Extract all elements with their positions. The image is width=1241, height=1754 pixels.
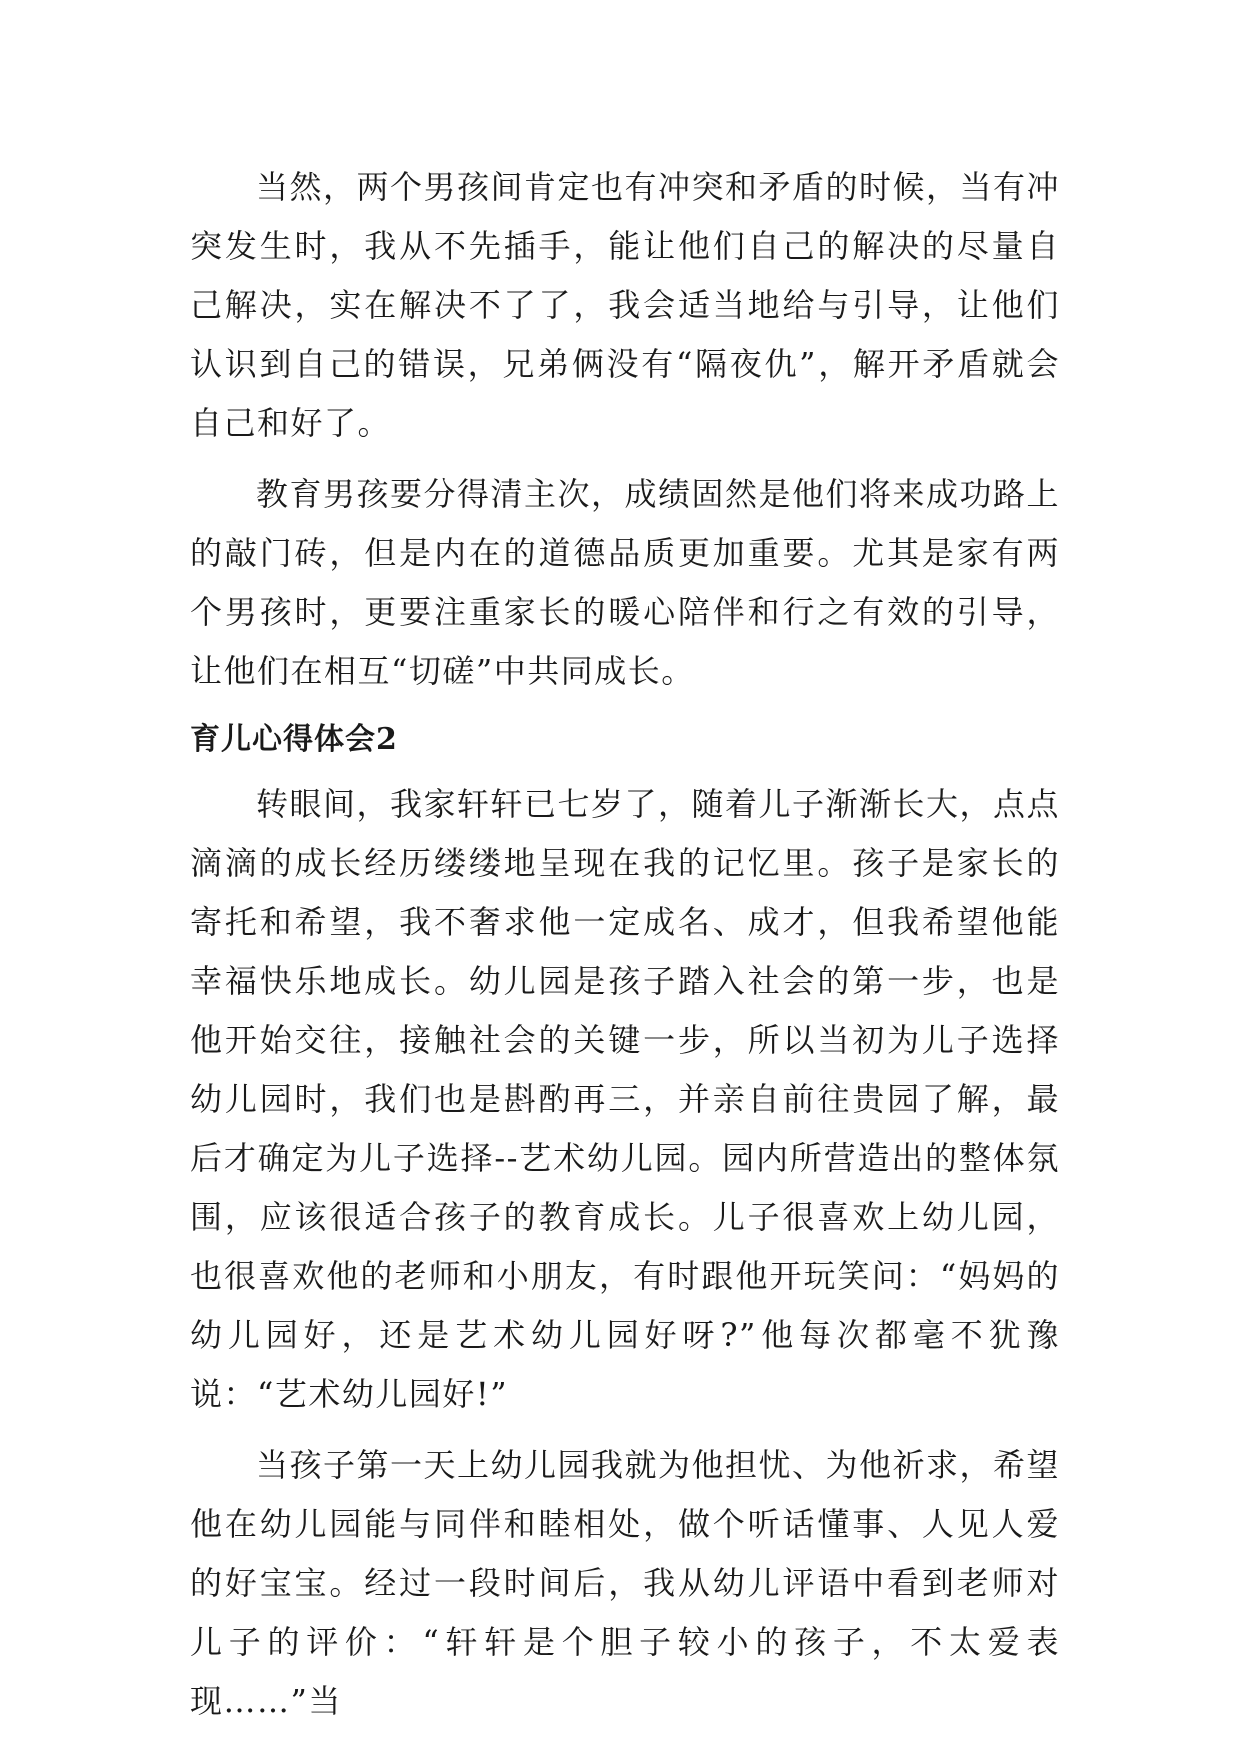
- paragraph-kindergarten: 转眼间，我家轩轩已七岁了，随着儿子渐渐长大，点点滴滴的成长经历缕缕地呈现在我的记忆里。孩子是家长的寄托和希望，我不奢求他一定成名、成才，但我希望他能幸福快乐地成长。幼儿园是孩子踏入社会的第一步，也是他开始交往，接触社会的关键一步，所以当初为儿子选择幼儿园时，我们也是斟酌再三，并亲自前往贵园了解，最后才确定为儿子选择--艺术幼儿园。园内所营造出的整体氛围，应该很适合孩子的教育成长。儿子很喜欢上幼儿园，也很喜欢他的老师和小朋友，有时跟他开玩笑问：“妈妈的幼儿园好，还是艺术幼儿园好呀?”他每次都毫不犹豫说：“艺术幼儿园好!”: [190, 785, 1061, 1413]
- section-heading: 育儿心得体会2: [190, 722, 398, 757]
- paragraph-priorities: 教育男孩要分得清主次，成绩固然是他们将来成功路上的敲门砖，但是内在的道德品质更加重要。尤其是家有两个男孩时，更要注重家长的暖心陪伴和行之有效的引导，让他们在相互“切磋”中共同成长。: [190, 475, 1061, 690]
- paragraph-first-day: 当孩子第一天上幼儿园我就为他担忧、为他祈求，希望他在幼儿园能与同伴和睦相处，做个听话懂事、人见人爱的好宝宝。经过一段时间后，我从幼儿评语中看到老师对儿子的评价：“轩轩是个胆子较小的孩子，不太爱表现……”当: [190, 1446, 1061, 1720]
- document-page: [190, 158, 1060, 1743]
- paragraph-conflict: 当然，两个男孩间肯定也有冲突和矛盾的时候，当有冲突发生时，我从不先插手，能让他们自己的解决的尽量自己解决，实在解决不了了，我会适当地给与引导，让他们认识到自己的错误，兄弟俩没有“隔夜仇”，解开矛盾就会自己和好了。: [190, 168, 1061, 442]
